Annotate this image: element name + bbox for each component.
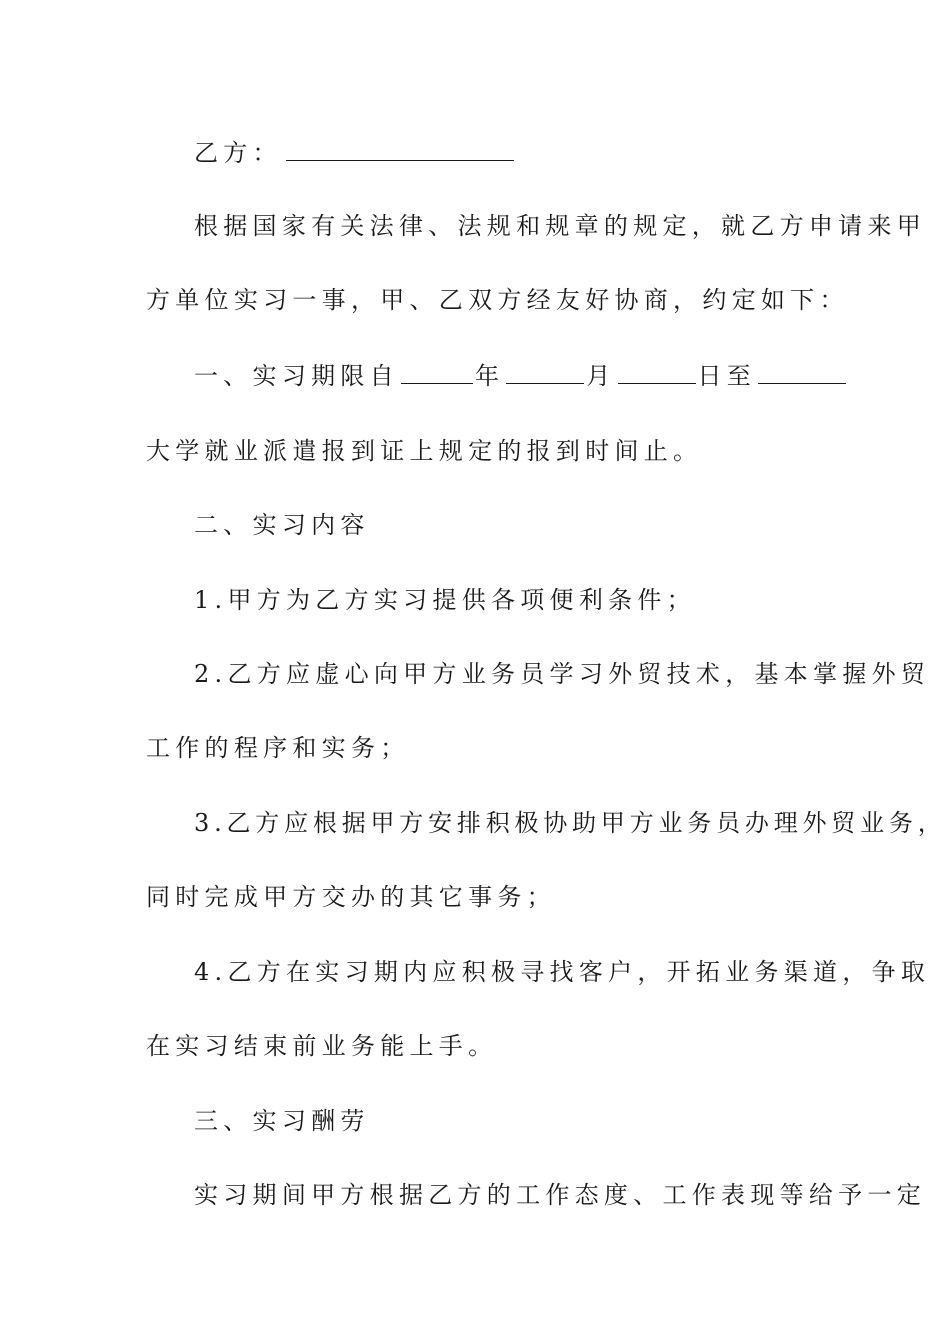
- intro-line-2: 方单位实习一事，甲、乙双方经友好协商，约定如下：: [146, 286, 849, 314]
- section1-prefix: 一、实习期限自: [194, 362, 399, 390]
- item4-line-2: 在实习结束前业务能上手。: [146, 1032, 498, 1060]
- day-to-label: 日至: [697, 362, 757, 390]
- day-blank: [618, 361, 696, 384]
- item2-line-2: 工作的程序和实务；: [146, 734, 410, 762]
- party-b-line: [194, 138, 518, 168]
- item4-line-1: 4.乙方在实习期内应积极寻找客户，开拓业务渠道，争取: [194, 958, 931, 986]
- party-b-blank: [286, 138, 514, 161]
- item2-line-1: 2.乙方应虚心向甲方业务员学习外贸技术，基本掌握外贸: [194, 660, 931, 688]
- section1-line-2: 大学就业派遣报到证上规定的报到时间止。: [146, 437, 703, 465]
- section3-line-1: 实习期间甲方根据乙方的工作态度、工作表现等给予一定: [194, 1181, 926, 1209]
- year-blank: [401, 361, 473, 384]
- section3-title: 三、实习酬劳: [194, 1107, 370, 1135]
- party-b-label: 乙方：: [194, 139, 282, 167]
- section1-line-1: [194, 361, 848, 391]
- month-blank: [506, 361, 584, 384]
- item3-line-2: 同时完成甲方交办的其它事务；: [146, 883, 556, 911]
- item1-line: 1.甲方为乙方实习提供各项便利条件；: [194, 586, 696, 614]
- year-label: 年: [474, 362, 505, 390]
- item3-line-1: 3.乙方应根据甲方安排积极协助甲方业务员办理外贸业务，: [194, 809, 947, 837]
- section2-title: 二、实习内容: [194, 511, 370, 539]
- intro-line-1: 根据国家有关法律、法规和规章的规定，就乙方申请来甲: [194, 212, 926, 240]
- month-label: 月: [586, 362, 616, 390]
- end-date-blank: [758, 361, 846, 384]
